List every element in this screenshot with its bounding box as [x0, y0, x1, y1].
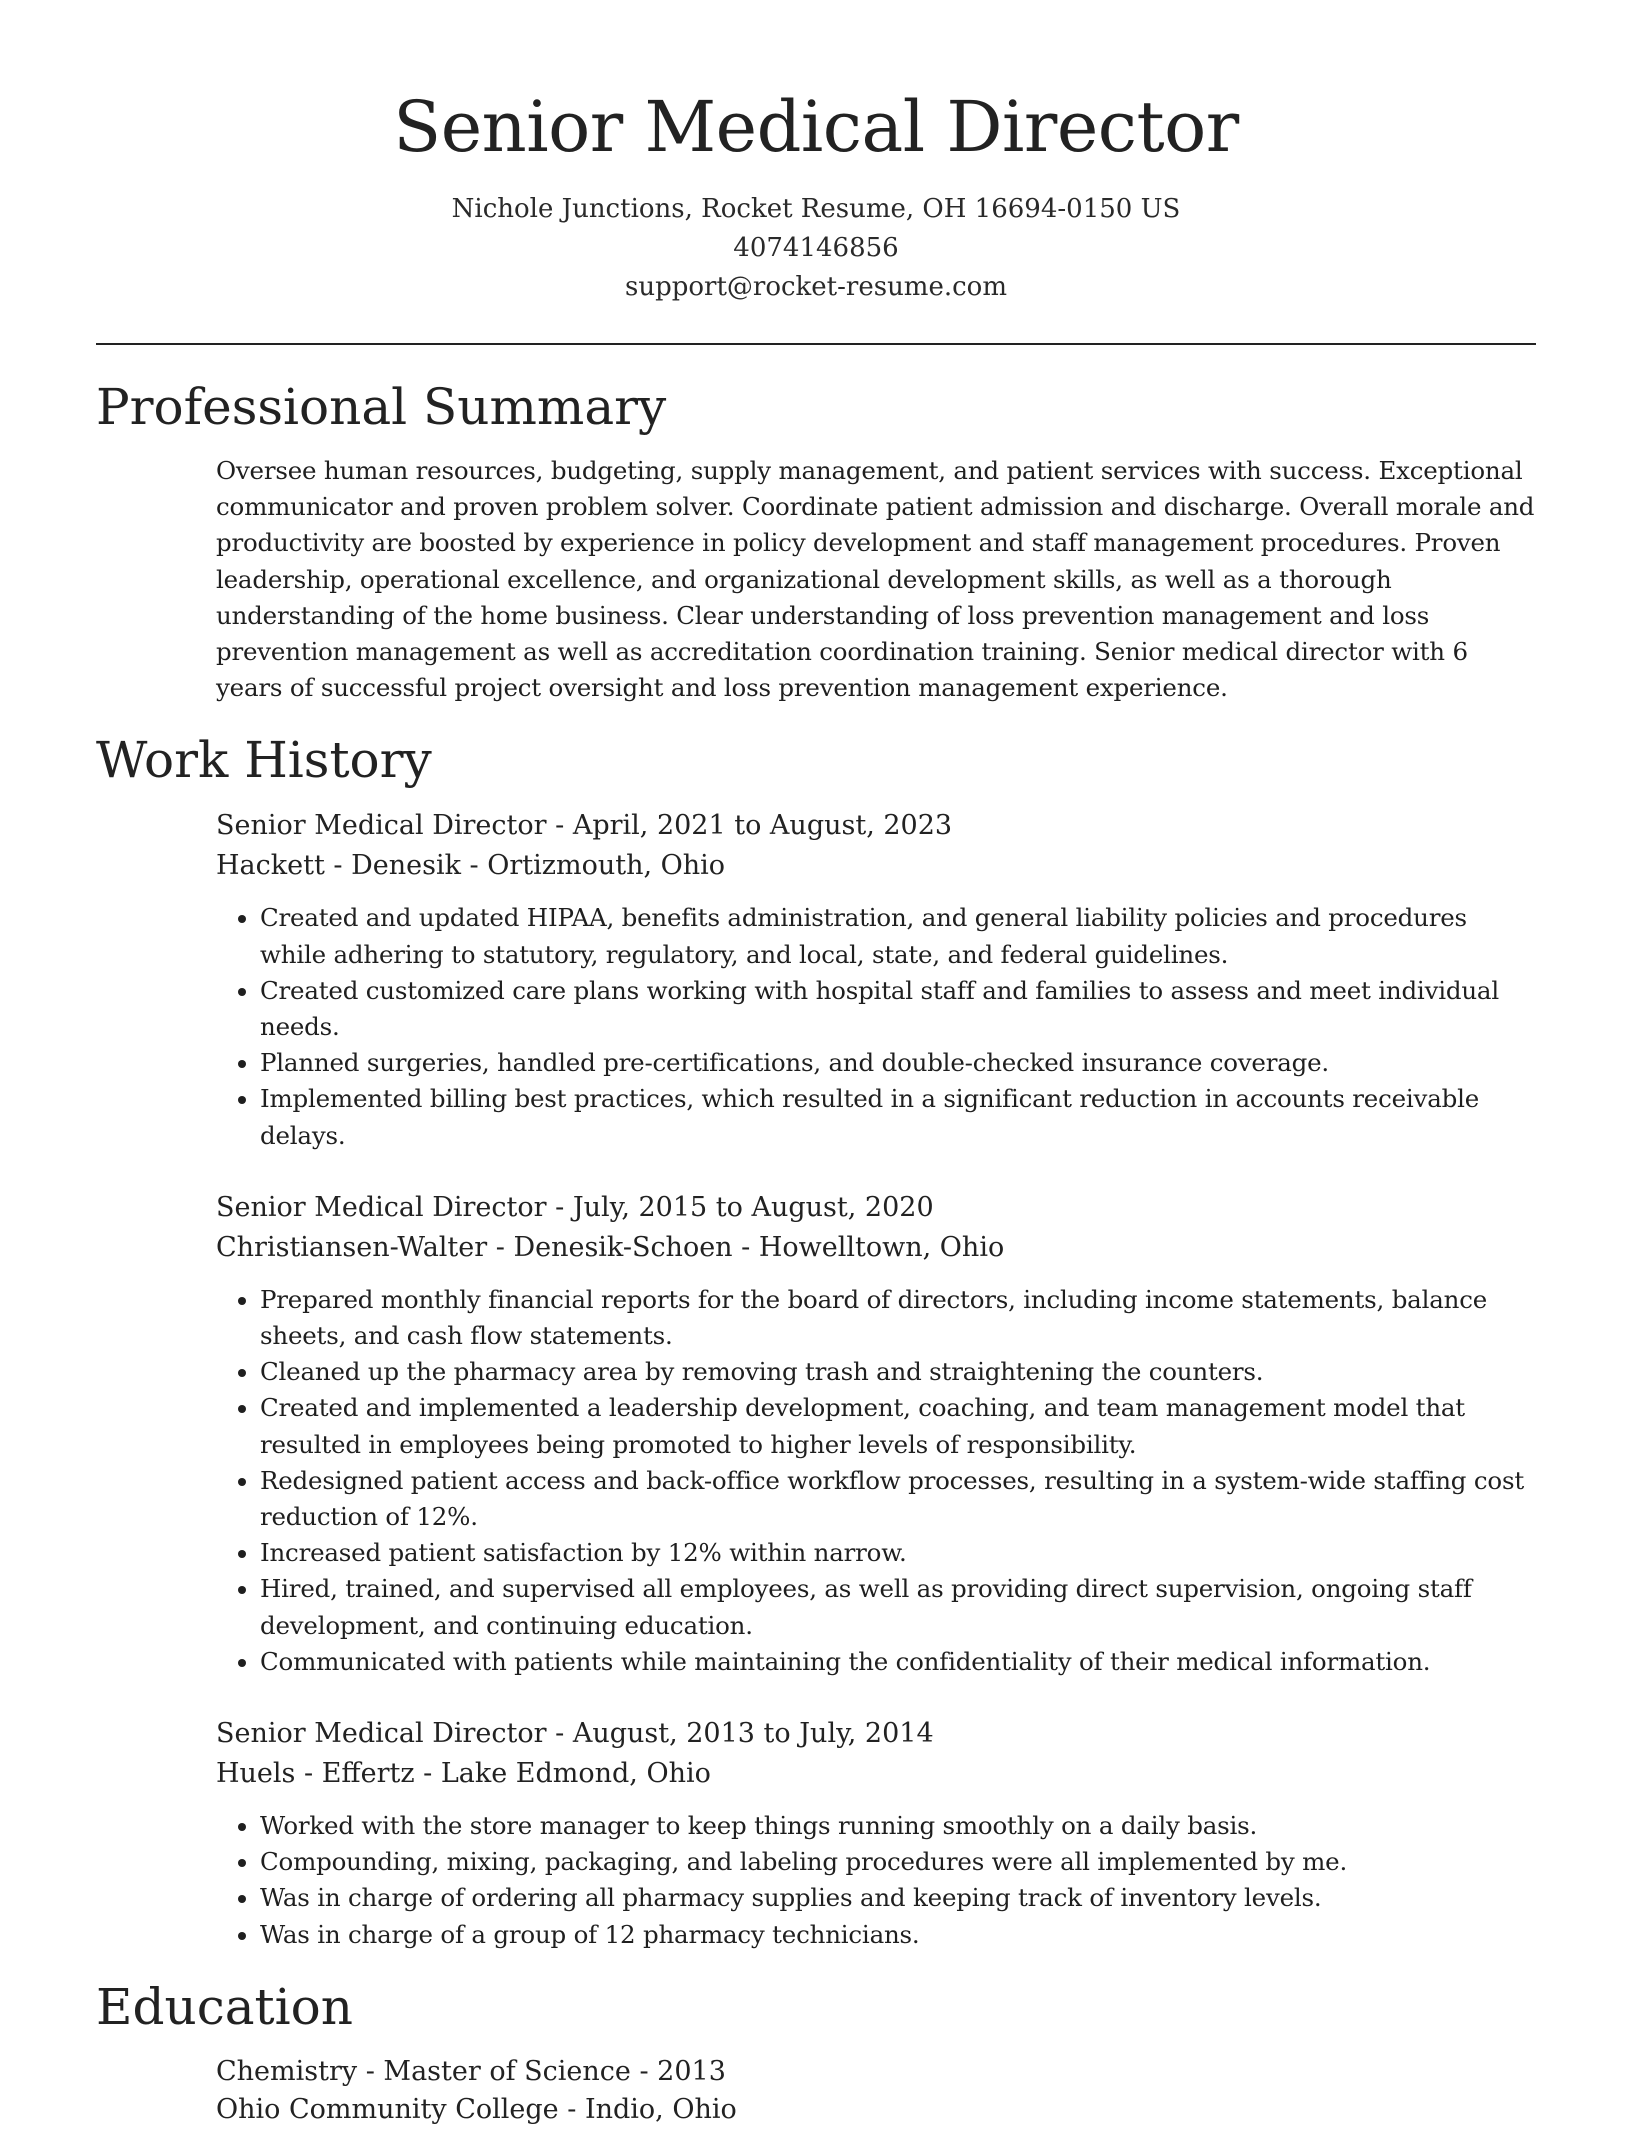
job-dates: - April, 2021 to August, 2023: [546, 810, 953, 842]
contact-email: support@rocket-resume.com: [624, 272, 1007, 302]
job-bullet: • Communicated with patients while maintaining the confidentiality of their medical information.: [260, 1644, 1536, 1680]
job-company-line: [216, 1228, 1536, 1268]
job-bullet: • Hired, trained, and supervised all employees, as well as providing direct supervision, ongoing staff development, and continuing education.: [260, 1571, 1536, 1643]
job-bullet: • Planned surgeries, handled pre-certifications, and double-checked insurance coverage.: [260, 1045, 1536, 1081]
resume-name: Senior Medical Director: [393, 86, 1239, 168]
job-bullets: [216, 1282, 1536, 1680]
job-bullet: • Implemented billing best practices, which resulted in a significant reduction in accounts receivable delays.: [260, 1081, 1536, 1153]
job-bullets: [216, 1808, 1536, 1953]
job-bullet: • Compounding, mixing, packaging, and labeling procedures were all implemented by me.: [260, 1844, 1536, 1880]
job-bullets: [216, 900, 1536, 1153]
education-degree: Chemistry - Master of Science - 2013: [216, 2055, 726, 2087]
job-dates: - August, 2013 to July, 2014: [546, 1718, 934, 1750]
work-history-heading: Work History: [96, 731, 432, 790]
job-bullet: • Redesigned patient access and back-office workflow processes, resulting in a system-wide staffing cost reduction of 12%.: [260, 1463, 1536, 1535]
job-company-line: [216, 1754, 1536, 1794]
job-bullet: • Created and updated HIPAA, benefits administration, and general liability policies and procedures while adhering to statutory, regulatory, and local, state, and federal guidelines.: [260, 900, 1536, 972]
job-bullet: • Worked with the store manager to keep things running smoothly on a daily basis.: [260, 1808, 1536, 1844]
job-bullet: • Prepared monthly financial reports for the board of directors, including income statements, balance sheets, and cash flow statements.: [260, 1282, 1536, 1354]
job-company-line: [216, 846, 1536, 886]
contact-block: [0, 190, 1632, 307]
job-title-line: [216, 806, 1536, 846]
job-employer: Huels - Effertz: [216, 1758, 415, 1790]
education-heading: Education: [96, 1977, 353, 2036]
header-divider: [96, 343, 1536, 345]
job-location: - Ortizmouth, Ohio: [460, 850, 726, 882]
job-employer: Christiansen-Walter - Denesik-Schoen: [216, 1231, 733, 1263]
summary-heading: Professional Summary: [96, 378, 667, 436]
summary-section: [0, 375, 1632, 706]
job-location: - Howelltown, Ohio: [732, 1231, 1005, 1263]
job-entry: [216, 806, 1536, 1153]
contact-phone: 4074146856: [733, 233, 899, 263]
job-bullet: • Created and implemented a leadership development, coaching, and team management model that resulted in employees being promoted to higher levels of responsibility.: [260, 1390, 1536, 1462]
job-position: Senior Medical Director: [216, 1191, 547, 1223]
education-location: - Indio, Ohio: [558, 2093, 737, 2125]
job-bullet: • Increased patient satisfaction by 12% within narrow.: [260, 1535, 1536, 1571]
job-employer: Hackett - Denesik: [216, 850, 461, 882]
job-bullet: • Was in charge of a group of 12 pharmacy technicians.: [260, 1917, 1536, 1953]
job-bullet: • Was in charge of ordering all pharmacy supplies and keeping track of inventory levels.: [260, 1880, 1536, 1916]
job-location: - Lake Edmond, Ohio: [414, 1758, 711, 1790]
job-bullet: • Cleaned up the pharmacy area by removing trash and straightening the counters.: [260, 1354, 1536, 1390]
job-position: Senior Medical Director: [216, 810, 547, 842]
job-dates: - July, 2015 to August, 2020: [546, 1191, 934, 1223]
education-school: Ohio Community College: [216, 2093, 559, 2125]
job-title-line: [216, 1188, 1536, 1228]
job-title-line: [216, 1714, 1536, 1754]
job-position: Senior Medical Director: [216, 1718, 547, 1750]
job-entry: [216, 1188, 1536, 1680]
education-section: [0, 1975, 1632, 2129]
education-school-line: [216, 2091, 1536, 2129]
resume-header: [0, 0, 1632, 307]
job-entry: [216, 1714, 1536, 1953]
contact-address: Nichole Junctions, Rocket Resume, OH 16694-0150 US: [451, 194, 1181, 224]
work-history-section: [0, 728, 1632, 1952]
job-bullet: • Created customized care plans working with hospital staff and families to assess and meet individual needs.: [260, 973, 1536, 1045]
summary-text: Oversee human resources, budgeting, supply management, and patient services with success. Exceptional communicator and proven problem solver. Coordinate patient admission and discharge. Overall morale and productivity are boosted by experience in policy development and staff management procedures. Proven leadership, operational excellence, and organizational development skills, as well as a thorough understanding of the home business. Clear understanding of loss prevention management and loss prevention management as well as accreditation coordination training. Senior medical director with 6 years of successful project oversight and loss prevention management experience.: [216, 456, 1535, 703]
